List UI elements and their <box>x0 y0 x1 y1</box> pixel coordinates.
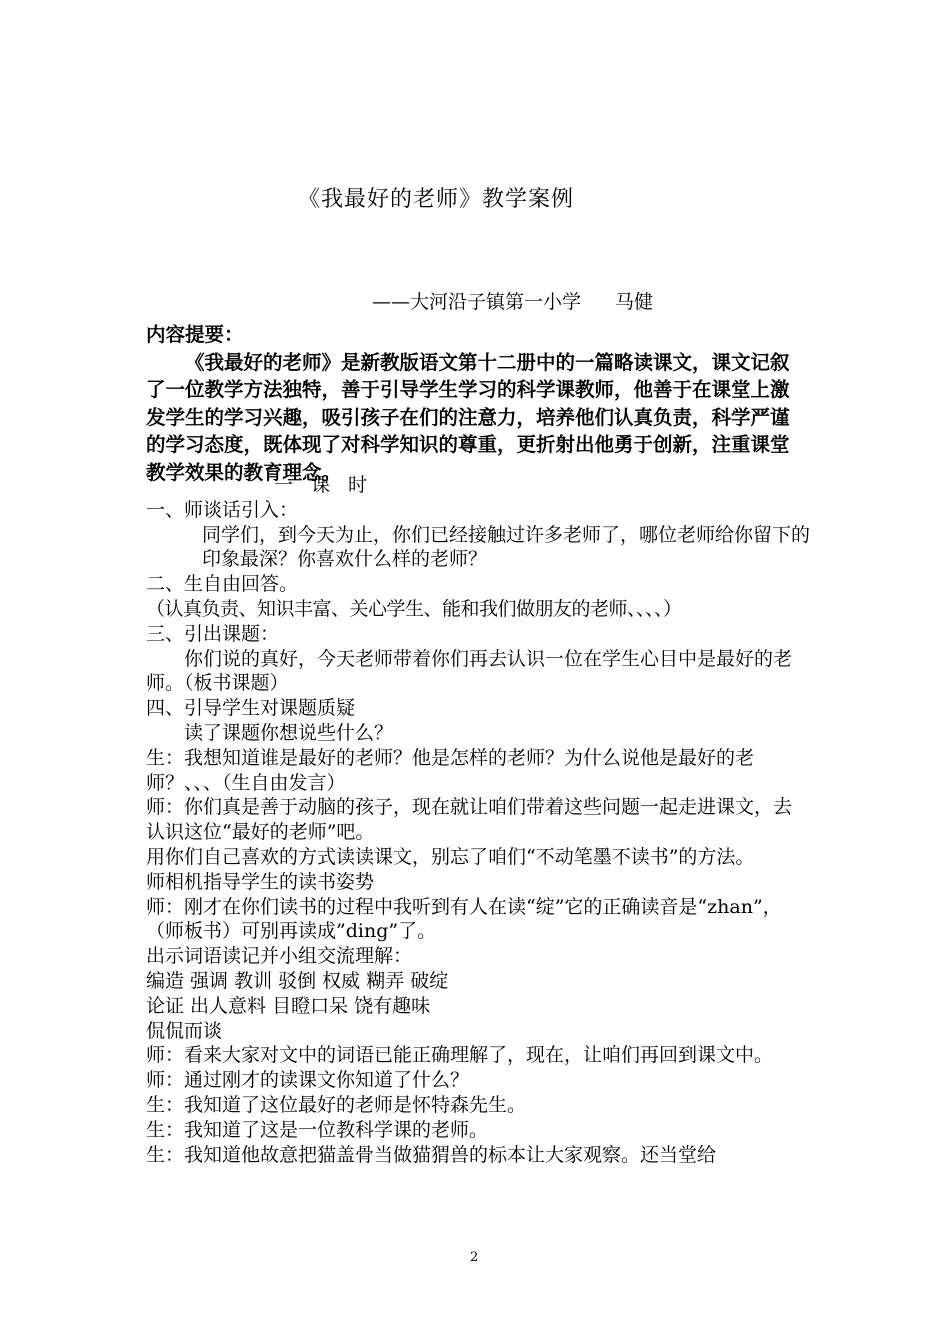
body-line: 师：看来大家对文中的词语已能正确理解了，现在，让咱们再回到课文中。 <box>146 1044 774 1067</box>
body-line: 同学们，到今天为止，你们已经接触过许多老师了，哪位老师给你留下的印象最深？你喜欢什么样的老师？ <box>202 523 811 571</box>
byline <box>372 287 653 314</box>
body-line: 生：我知道了这位最好的老师是怀特森先生。 <box>146 1093 527 1116</box>
body-line: 生：我知道他故意把猫盖骨当做猫猬兽的标本让大家观察。还当堂给 <box>146 1143 717 1166</box>
body-line: 三、引出课题： <box>146 622 280 645</box>
body-line: 师：通过刚才的读课文你知道了什么？ <box>146 1069 470 1092</box>
body-line: 一、师谈话引入： <box>146 498 299 521</box>
lesson-heading: 一课时 <box>274 474 386 496</box>
body-line: 四、引导学生对课题质疑 <box>146 697 356 720</box>
body-line: 生：我知道了这是一位教科学课的老师。 <box>146 1118 489 1141</box>
vocabulary-line: 编造 强调 教训 驳倒 权威 糊弄 破绽 <box>146 969 449 992</box>
body-line: 出示词语读记并小组交流理解： <box>146 945 413 968</box>
byline-author: 马健 <box>615 291 654 313</box>
document-title: 《我最好的老师》教学案例 <box>298 187 575 212</box>
body-line: 师：你们真是善于动脑的孩子，现在就让咱们带着这些问题一起走进课文，去认识这位“最好的老师”吧。 <box>146 796 793 844</box>
body-line: 生：我想知道谁是最好的老师？他是怎样的老师？为什么说他是最好的老师？、、、（生自由发言） <box>146 746 755 794</box>
body-line: 读了课题你想说些什么？ <box>184 721 394 744</box>
vocabulary-line: 侃侃而谈 <box>146 1019 223 1042</box>
body-line: （认真负责、知识丰富、关心学生、能和我们做朋友的老师、、、、） <box>146 597 682 620</box>
lesson-body <box>146 473 810 1167</box>
body-line: 你们说的真好，今天老师带着你们再去认识一位在学生心目中是最好的老师。（板书课题） <box>146 647 793 695</box>
byline-school: ——大河沿子镇第一小学 <box>372 291 582 313</box>
body-line: 师相机指导学生的读书姿势 <box>146 870 375 893</box>
page-number: 2 <box>470 1250 479 1265</box>
abstract-heading: 内容提要： <box>146 323 244 346</box>
abstract-text: 《我最好的老师》是新教版语文第十二册中的一篇略读课文，课文记叙了一位教学方法独特，善于引导学生学习的科学课教师，他善于在课堂上激发学生的学习兴趣，吸引孩子在们的注意力，培养他们认真负责，科学严谨的学习态度，既体现了对科学知识的尊重，更折射出他勇于创新，注重课堂教学效果的教育理念。 <box>146 350 790 484</box>
body-line: 用你们自己喜欢的方式读读课文，别忘了咱们“不动笔墨不读书”的方法。 <box>146 845 755 868</box>
abstract-section <box>146 321 808 486</box>
body-line: 二、生自由回答。 <box>146 573 299 596</box>
body-line: 师：刚才在你们读书的过程中我听到有人在读“绽”它的正确读音是“zhan”，（师板书）可别再读成”ding”了。 <box>146 895 782 943</box>
vocabulary-line: 论证 出人意料 目瞪口呆 饶有趣味 <box>146 994 431 1017</box>
